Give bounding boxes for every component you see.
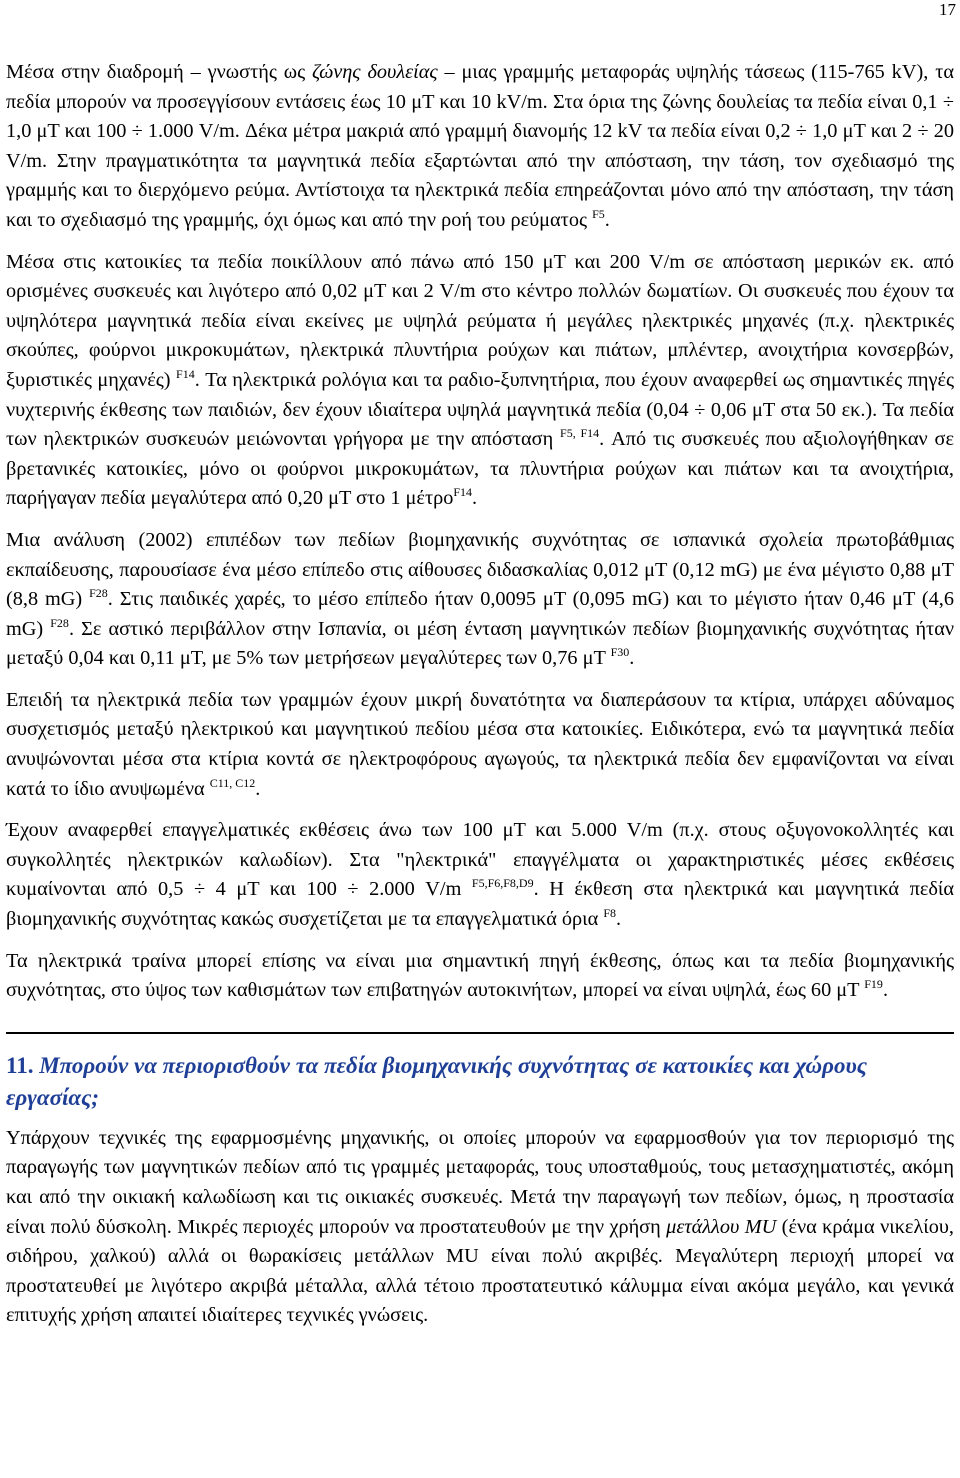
section-heading — [6, 1050, 954, 1114]
section-divider — [6, 1032, 954, 1034]
reference-mark: F28 — [50, 615, 69, 630]
reference-mark: F14 — [453, 485, 473, 500]
emphasis-term: μετάλλου MU — [666, 1215, 777, 1238]
page-number: 17 — [939, 0, 956, 19]
paragraph-spanish-schools: Μια ανάλυση (2002) επιπέδων των πεδίων βιομηχανικής συχνότητας σε ισπανικά σχολεία πρωτοβάθμιας εκπαίδευσης, παρουσίασε ένα μέσο επίπεδο στις αίθουσες διδασκαλίας 0,012 μT (0,12 mG) με ένα μέγιστο 0,88 μT (8,8 mG) $^{F28}$. Στις παιδικές χαρές, το μέσο επίπεδο ήταν 0,0095 μT (0,095 mG) και το μέγιστο ήταν 0,46 μT (4,6 mG) $^{F28}$. Σε αστικό περιβάλλον στην Ισπανία, οι μέση ένταση μαγνητικών πεδίων βιομηχανικής συχνότητας ήταν μεταξύ 0,04 και 0,11 μT, με 5% των μετρήσεων μεγαλύτερες των 0,76 μT $^{F30}$. — [6, 528, 955, 670]
emphasis-term: ζώνης δουλείας — [312, 61, 438, 83]
reference-mark: C11, C12 — [209, 775, 256, 790]
reference-mark: F30 — [610, 645, 630, 660]
reference-mark: F8 — [603, 906, 617, 921]
paragraph-mitigation-techniques: Υπάρχουν τεχνικές της εφαρμοσμένης μηχανικής, οι οποίες μπορούν να εφαρμοσθούν για τον περιορισμό της παραγωγής των μαγνητικών πεδίων από τις γραμμές μεταφοράς, τους υποσταθμούς, τους μετασχηματιστές, ακόμη και από την οικιακή καλωδίωση και τις οικιακές συσκευές. Μετά την παραγωγή των πεδίων, όμως, η προστασία είναι πολύ δύσκολη. Μικρές περιοχές μπορούν να προστατευθούν με την χρήση μετάλλου MU (ένα κράμα νικελίου, σιδήρου, χαλκού) αλλά οι θωρακίσεις μετάλλων MU είναι πολύ ακριβές. Μεγαλύτερη περιοχή μπορεί να προστατευθεί με λιγότερο ακριβά μέταλλα, αλλά τέτοιο προστατευτικό κάλυμμα είναι ακόμα μεγάλο, και γενικά επιτυχής χρήση απαιτεί ιδιαίτερες τεχνικές γνώσεις. — [6, 1126, 954, 1327]
reference-mark: F5 — [592, 206, 605, 221]
paragraph-occupational-exposure: Έχουν αναφερθεί επαγγελματικές εκθέσεις άνω των 100 μT και 5.000 V/m (π.χ. στους οξυγονοκολλητές και συγκολλητές ηλεκτρικών καλωδίων). Στα "ηλεκτρικά" επαγγέλματα οι χαρακτηριστικές μέσες εκθέσεις κυμαίνονται από 0,5 ÷ 4 μT και 100 ÷ 2.000 V/m $^{F5,F6,F8,D9}$. Η έκθεση στα ηλεκτρικά και μαγνητικά πεδία βιομηχανικής συχνότητας κακώς συσχετίζεται με τα επαγγελματικά όρια $^{F8}$. — [6, 819, 954, 931]
reference-mark: F5, F14 — [560, 426, 600, 441]
reference-mark: F28 — [89, 586, 108, 601]
reference-mark: F5,F6,F8,D9 — [471, 876, 534, 891]
paragraph-power-lines: Μέσα στην διαδρομή – γνωστής ως ζώνης δουλείας – μιας γραμμής μεταφοράς υψηλής τάσεως (115-765 kV), τα πεδία μπορούν να προσεγγίσουν εντάσεις έως 10 μT και 10 kV/m. Στα όρια της ζώνης δουλείας τα πεδία είναι 0,1 ÷ 1,0 μT και 100 ÷ 1.000 V/m. Δέκα μέτρα μακριά από γραμμή διανομής 12 kV τα πεδία είναι 0,2 ÷ 1,0 μT και 2 ÷ 20 V/m. Στην πραγματικότητα τα μαγνητικά πεδία εξαρτώνται από την απόσταση, την τάση, τον σχεδιασμό της γραμμής και το διερχόμενο ρεύμα. Αντίστοιχα τα ηλεκτρικά πεδία επηρεάζονται μόνο από την απόσταση, την τάση και το σχεδιασμό της γραμμής, όχι όμως και από την ροή του ρεύματος $^{F5}$. — [6, 61, 954, 231]
page-body — [6, 58, 954, 1331]
reference-mark: F14 — [176, 366, 195, 381]
reference-mark: F19 — [864, 977, 883, 992]
paragraph-electric-trains: Τα ηλεκτρικά τραίνα μπορεί επίσης να είναι μια σημαντική πηγή έκθεσης, όπως και τα πεδία βιομηχανικής συχνότητας, στο ύψος των καθισμάτων των επιβατηγών αυτοκινήτων, μπορεί να είναι υψηλά, έως 60 μT $^{F19}$. — [6, 949, 954, 1002]
section-title-text: Μπορούν να περιορισθούν τα πεδία βιομηχανικής συχνότητας σε κατοικίες και χώρους εργασίας; — [6, 1052, 867, 1110]
section-number: 11. — [6, 1052, 34, 1078]
paragraph-household-appliances: Μέσα στις κατοικίες τα πεδία ποικίλλουν από πάνω από 150 μT και 200 V/m σε απόσταση μερικών εκ. από ορισμένες συσκευές και λιγότερο από 0,02 μT και 2 V/m στο κέντρο πολλών δωματίων. Οι συσκευές που έχουν τα υψηλότερα μαγνητικά πεδία είναι εκείνες με υψηλά ρεύματα ή μεγάλες ηλεκτρικές μηχανές (π.χ. ηλεκτρικές σκούπες, φούρνοι μικροκυμάτων, ηλεκτρικά πλυντήρια ρούχων και πιάτων, μπλέντερ, ανοιχτήρια κονσερβών, ξυριστικές μηχανές) $^{F14}$. Τα ηλεκτρικά ρολόγια και τα ραδιο-ξυπνητήρια, που έχουν αναφερθεί ως σημαντικές πηγές νυχτερινής έκθεσης των παιδιών, δεν έχουν ιδιαίτερα υψηλά μαγνητικά πεδία (0,04 ÷ 0,06 μT στα 50 εκ.). Τα πεδία των ηλεκτρικών συσκευών μειώνονται γρήγορα με την απόσταση $^{F5, F14}$. Από τις συσκευές που αξιολογήθηκαν σε βρετανικές κατοικίες, μόνο οι φούρνοι μικροκυμάτων, τα πλυντήρια ρούχων και πιάτων και τα ανοιχτήρια, παρήγαγαν πεδία μεγαλύτερα από 0,20 μT στο 1 μέτρο$^{F14}$. — [6, 250, 954, 510]
paragraph-electric-fields-buildings: Επειδή τα ηλεκτρικά πεδία των γραμμών έχουν μικρή δυνατότητα να διαπεράσουν τα κτίρια, υπάρχει αδύναμος συσχετισμός μεταξύ ηλεκτρικού και μαγνητικού πεδίου μέσα στα κατοικίες. Ειδικότερα, ενώ τα μαγνητικά πεδία ανυψώνονται μέσα στα κτίρια κοντά σε ηλεκτροφόρους αγωγούς, τα ηλεκτρικά πεδία δεν εμφανίζονται να είναι κατά το ίδιο ανυψωμένα $^{C11, C12}$. — [6, 688, 954, 800]
